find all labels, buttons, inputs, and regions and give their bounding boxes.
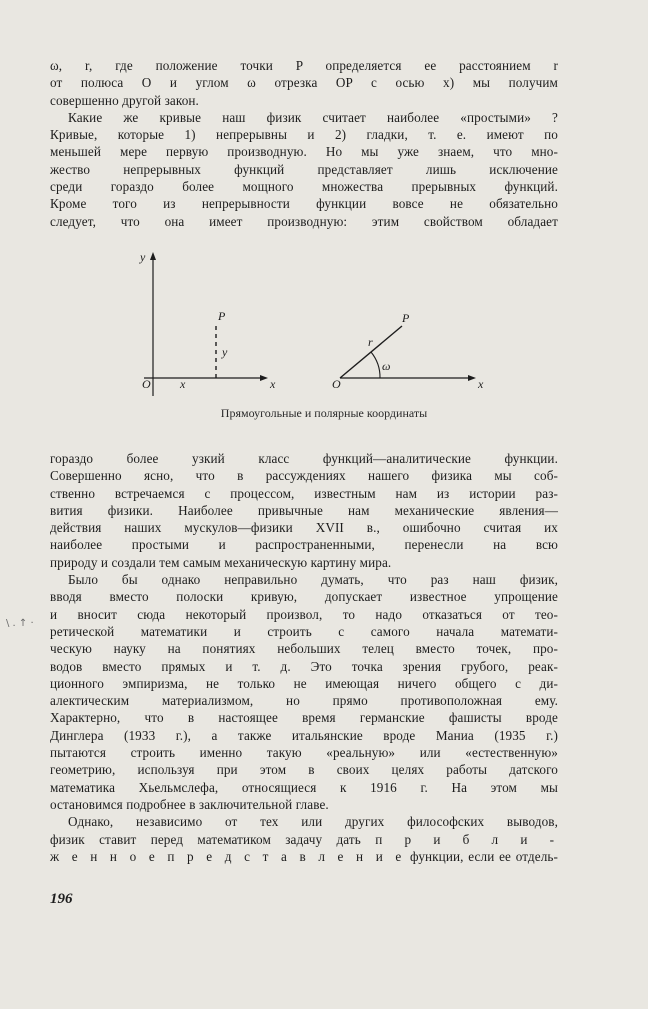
angle-label: ω bbox=[382, 359, 391, 373]
text-block-main bbox=[50, 450, 558, 865]
text-line: геометрию, используя при этом в своих целях работы датского bbox=[50, 762, 558, 778]
text-line: ω, r, где положение точки P определяется ее расстоянием r bbox=[50, 58, 558, 73]
text-line: водов вместо прямых и т. д. Это точка зрения грубого, реак- bbox=[50, 658, 558, 674]
text-line: остановимся подробнее в заключительной главе. bbox=[50, 796, 329, 812]
text-line bbox=[50, 831, 558, 848]
text-line: Динглера (1933 г.), а также итальянские вроде Маниа (1935 г.) bbox=[50, 727, 558, 743]
x-axis-arrow bbox=[260, 375, 268, 381]
spaced-emphasis: п р и б л и - bbox=[375, 831, 559, 847]
y-axis-label: y bbox=[140, 250, 146, 264]
text-line bbox=[50, 848, 558, 865]
text-line: наиболее простыми и распространенными, перенесли на всю bbox=[50, 537, 558, 553]
point-p-label: P bbox=[218, 309, 226, 323]
text-line: ционного эмпиризма, не только не имеющая ничего общего с ди- bbox=[50, 675, 558, 691]
text-line: вития физики. Наиболее привычные нам механические явления— bbox=[50, 502, 558, 518]
figure-caption: Прямоугольные и полярные координаты bbox=[220, 406, 428, 420]
rectangular-coordinates bbox=[144, 252, 268, 396]
angle-arc bbox=[371, 352, 380, 378]
text-fragment: функции, если ее отдель- bbox=[410, 848, 558, 864]
text-line: действия наших мускулов—физики XVII в., ошибочно считая их bbox=[50, 520, 558, 536]
x-segment-label: x bbox=[180, 377, 186, 391]
origin-label: O bbox=[142, 377, 151, 391]
text-line: Было бы однако неправильно думать, что раз наш физик, bbox=[68, 572, 558, 588]
text-line: природу и создали тем самым механическую картину мира. bbox=[50, 554, 392, 570]
text-line: гораздо более узкий класс функций—аналитические функции. bbox=[50, 451, 558, 466]
x-axis-label: x bbox=[270, 377, 276, 391]
y-segment-label: y bbox=[222, 345, 228, 359]
text-line: алектическим материализмом, но прямо противоположная ему. bbox=[50, 693, 558, 709]
text-line: и вносит сюда некоторый произвол, то надо отказаться от тео- bbox=[50, 606, 558, 622]
text-line: пытаются строить именно такую «реальную» или «естественную» bbox=[50, 745, 558, 761]
text-line: Совершенно ясно, что в рассуждениях нашего физика мы соб- bbox=[50, 468, 558, 484]
text-line: Какие же кривые наш физик считает наиболее «простыми» ? bbox=[68, 109, 558, 125]
text-line: жество непрерывных функций представляет лишь исключение bbox=[50, 161, 558, 177]
text-line: математика Хьельмслефа, относящиеся к 1916 г. На этом мы bbox=[50, 779, 558, 795]
spaced-emphasis: ж е н н о е п р е д с т а в л е н и е bbox=[50, 848, 406, 864]
coordinates-diagram bbox=[130, 246, 500, 406]
polar-x-axis-label: x bbox=[478, 377, 484, 391]
polar-coordinates bbox=[340, 326, 476, 381]
text-line: Характерно, что в настоящее время германские фашисты вроде bbox=[50, 710, 558, 726]
y-axis-arrow bbox=[150, 252, 156, 260]
pole-label: O bbox=[332, 377, 341, 391]
text-line: Кривые, которые 1) непрерывны и 2) гладки, т. е. имеют по bbox=[50, 127, 558, 143]
text-line: ственно встречаемся с процессом, известным нам из истории раз- bbox=[50, 485, 558, 501]
text-block-top bbox=[50, 57, 558, 230]
text-line: Однако, независимо от тех или других философских выводов, bbox=[68, 814, 558, 830]
text-line: от полюса O и углом ω отрезка OP с осью x) мы получим bbox=[50, 75, 558, 91]
text-line: меньшей мере первую производную. Но мы уже знаем, что мно- bbox=[50, 144, 558, 160]
text-line: ретической математики и строить с самого начала математи- bbox=[50, 623, 558, 639]
coordinates-figure bbox=[130, 246, 500, 406]
text-fragment: физик ставит перед математиком задачу дать bbox=[50, 831, 361, 847]
text-line: Кроме того из непрерывности функции вовсе не обязательно bbox=[50, 196, 558, 212]
radius-label: r bbox=[368, 335, 373, 349]
text-line: ческую науку на понятиях небольших телец вместо точек, про- bbox=[50, 641, 558, 657]
polar-axis-arrow bbox=[468, 375, 476, 381]
text-line: среди гораздо более мощного множества прерывных функций. bbox=[50, 179, 558, 195]
text-line: вводя вместо полоски кривую, допускает известное упрощение bbox=[50, 589, 558, 605]
text-line: следует, что она имеет производную: этим свойством обладает bbox=[50, 213, 558, 229]
polar-point-label: P bbox=[402, 311, 410, 325]
margin-pencil-mark: \ . ↑ · bbox=[6, 618, 34, 629]
text-line: совершенно другой закон. bbox=[50, 92, 199, 108]
page-number: 196 bbox=[50, 891, 73, 907]
